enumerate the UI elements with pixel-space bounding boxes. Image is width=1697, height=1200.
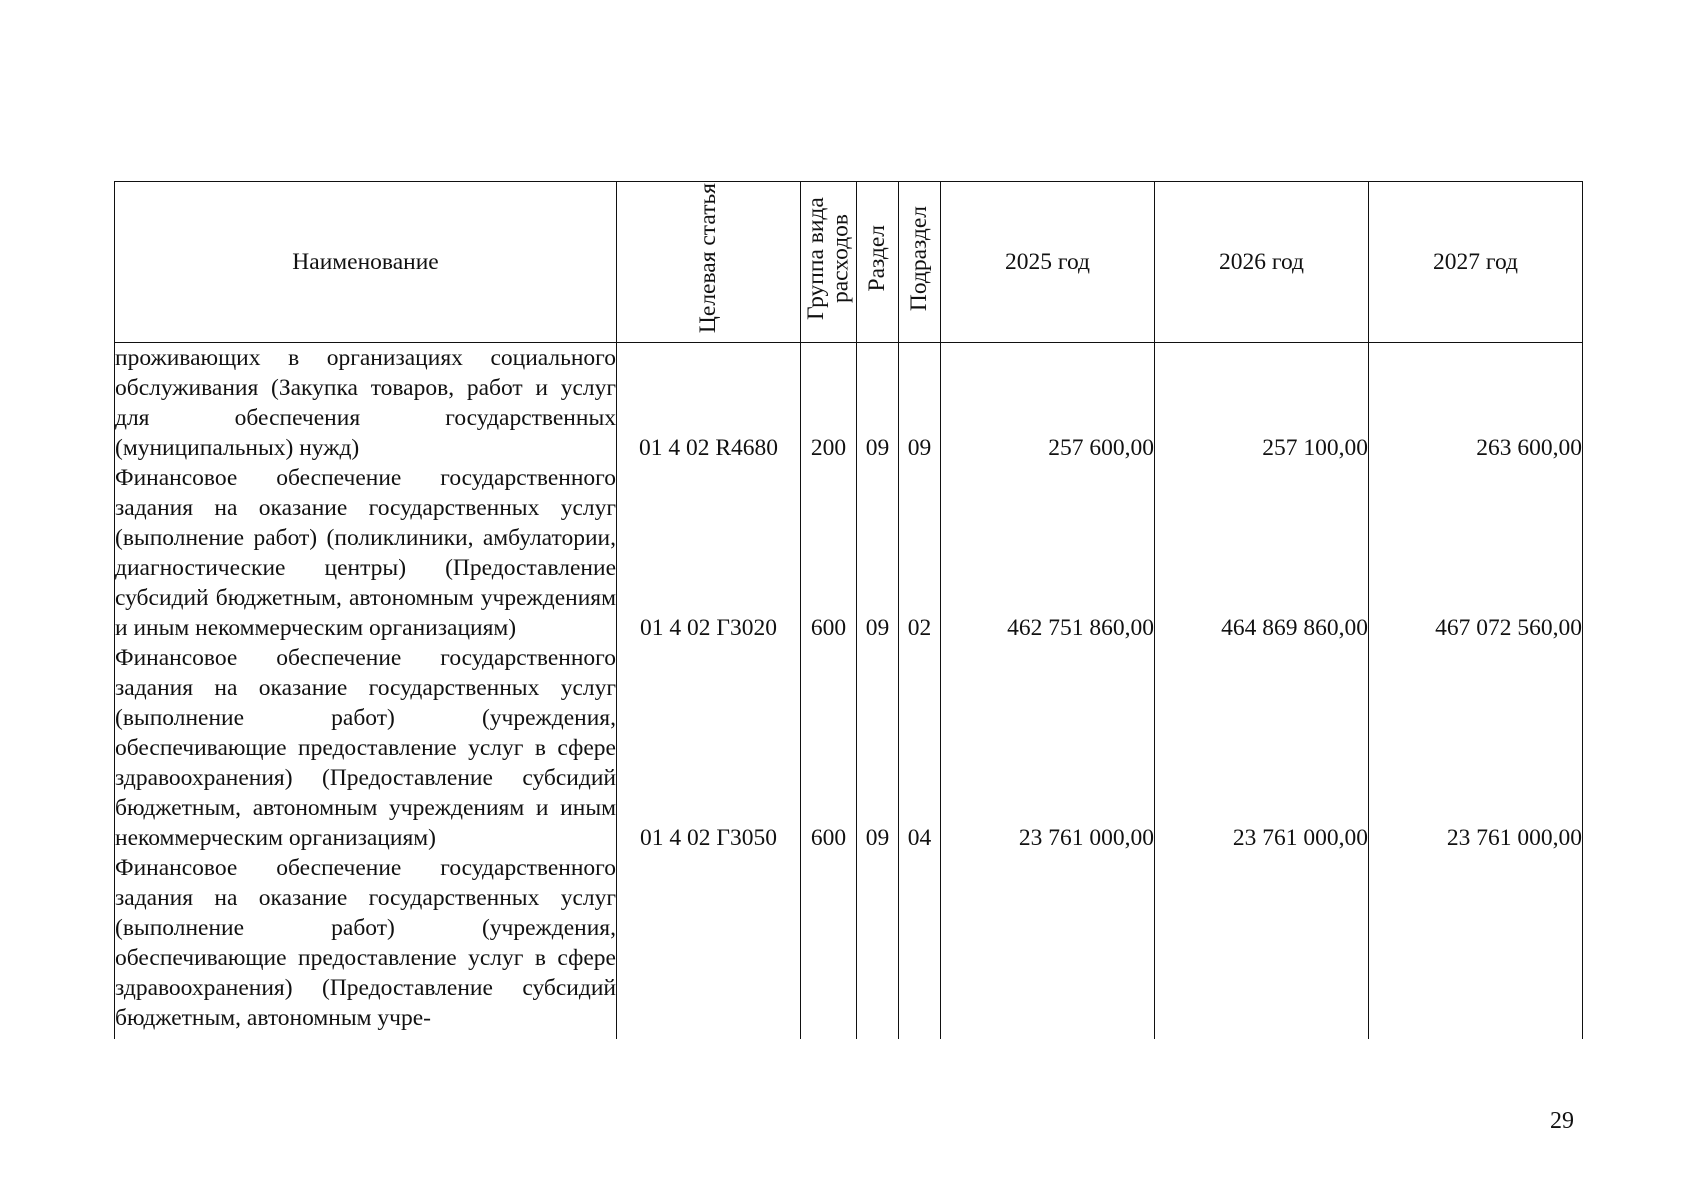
row-target-article: 01 4 02 R4680: [617, 343, 801, 464]
row-target-article: [617, 853, 801, 1039]
header-section: Раздел: [857, 182, 899, 343]
row-amount-2025: 23 761 000,00: [941, 643, 1155, 853]
header-expense-group: Группа вида расходов: [801, 182, 857, 343]
row-expense-group: 200: [801, 343, 857, 464]
header-year-2027: 2027 год: [1369, 182, 1583, 343]
row-expense-group: [801, 853, 857, 1039]
budget-table: [114, 181, 1583, 1039]
row-amount-2026: [1155, 853, 1369, 1039]
row-target-article: 01 4 02 Г3050: [617, 643, 801, 853]
row-subsection: 09: [899, 343, 941, 464]
row-section: 09: [857, 643, 899, 853]
header-year-2026: 2026 год: [1155, 182, 1369, 343]
row-amount-2027: [1369, 853, 1583, 1039]
header-target-article: Целевая статья: [617, 182, 801, 343]
table-row: [115, 643, 1583, 853]
row-amount-2026: 464 869 860,00: [1155, 463, 1369, 643]
row-section: 09: [857, 463, 899, 643]
table-header-row: [115, 182, 1583, 343]
header-subsection: Подраздел: [899, 182, 941, 343]
row-name: Финансовое обеспечение государственного задания на оказание государственных услуг (выполнение работ) (учреждения, обеспечивающие предоставление услуг в сфере здравоохранения) (Предоставление субсидий бюджетным, автономным учреждениям и иным некоммерческим организациям): [115, 645, 616, 851]
row-amount-2026: 257 100,00: [1155, 343, 1369, 464]
row-section: 09: [857, 343, 899, 464]
header-year-2025: 2025 год: [941, 182, 1155, 343]
row-amount-2027: 23 761 000,00: [1369, 643, 1583, 853]
row-section: [857, 853, 899, 1039]
row-subsection: 02: [899, 463, 941, 643]
table-row: [115, 343, 1583, 464]
row-name: Финансовое обеспечение государственного задания на оказание государственных услуг (выполнение работ) (учреждения, обеспечивающие предоставление услуг в сфере здравоохранения) (Предоставление субсидий бюджетным, автономным учре-: [115, 853, 617, 1039]
page-number: 29: [1550, 1108, 1574, 1134]
row-expense-group: 600: [801, 463, 857, 643]
table-row: [115, 463, 1583, 643]
row-amount-2026: 23 761 000,00: [1155, 643, 1369, 853]
row-amount-2027: 263 600,00: [1369, 343, 1583, 464]
row-name: Финансовое обеспечение государственного задания на оказание государственных услуг (выполнение работ) (поликлиники, амбулатории, диагностические центры) (Предоставление субсидий бюджетным, автономным учреждениям и иным некоммерческим организациям): [115, 465, 616, 641]
row-amount-2025: 257 600,00: [941, 343, 1155, 464]
row-subsection: [899, 853, 941, 1039]
row-amount-2025: 462 751 860,00: [941, 463, 1155, 643]
row-amount-2025: [941, 853, 1155, 1039]
row-amount-2027: 467 072 560,00: [1369, 463, 1583, 643]
table-row-continued: [115, 853, 1583, 1039]
row-subsection: 04: [899, 643, 941, 853]
row-name: проживающих в организациях социального обслуживания (Закупка товаров, работ и услуг для обеспечения государственных (муниципальных) нужд): [115, 343, 617, 464]
row-expense-group: 600: [801, 643, 857, 853]
header-name: Наименование: [115, 182, 617, 343]
row-target-article: 01 4 02 Г3020: [617, 463, 801, 643]
